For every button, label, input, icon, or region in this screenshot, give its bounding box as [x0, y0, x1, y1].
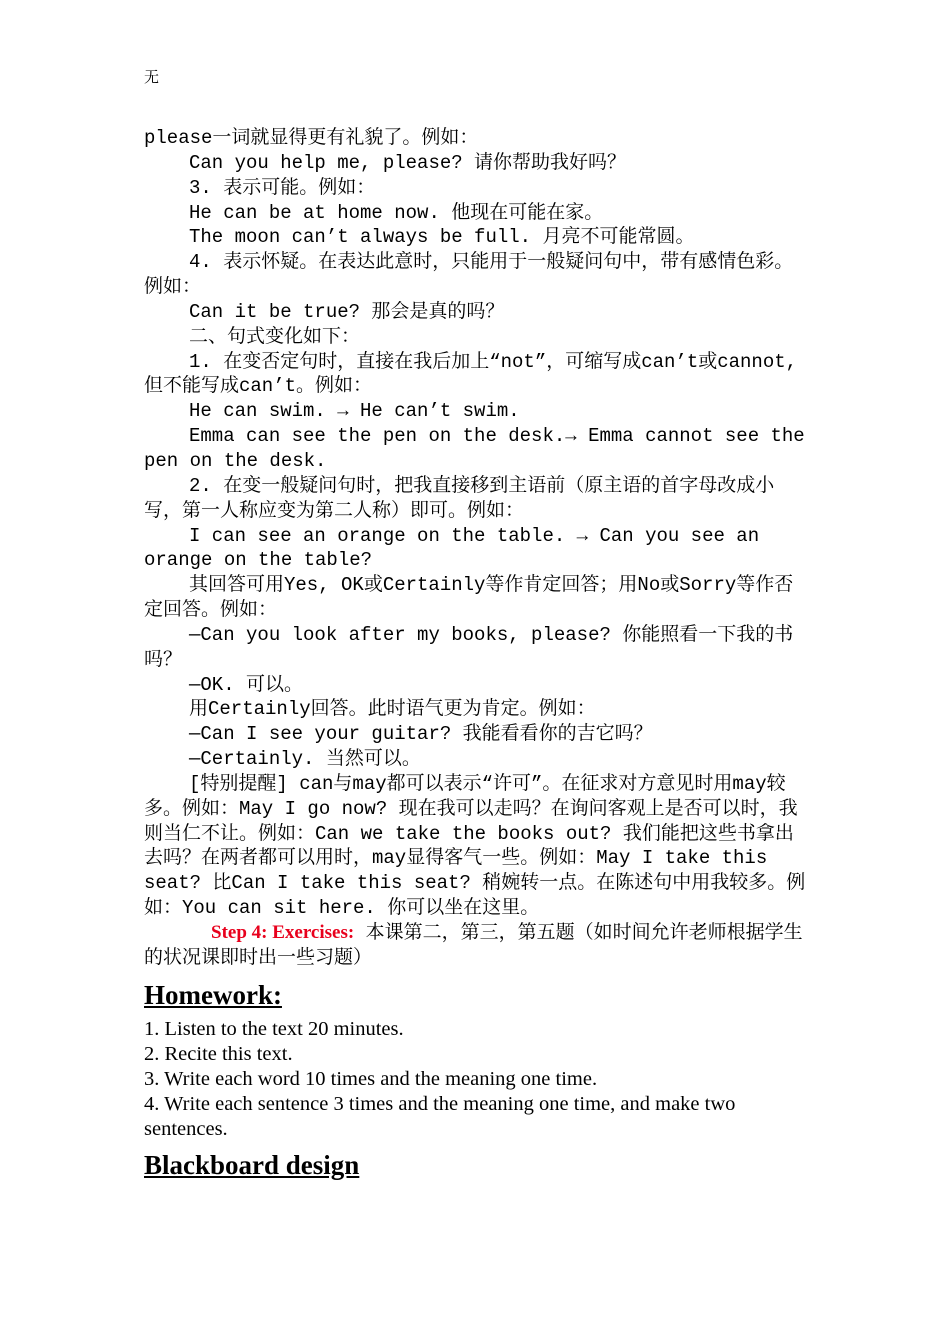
homework-item: 1. Listen to the text 20 minutes. — [144, 1017, 404, 1040]
example-line: —Can I see your guitar? 我能看看你的吉它吗？ — [189, 723, 653, 746]
text-line: 其回答可用Yes, OK或Certainly等作肯定回答；用No或Sorry等作否定回答。例如： — [144, 574, 794, 622]
example-line: I can see an orange on the table. → Can you see an orange on the table? — [144, 524, 760, 572]
example-line: Emma can see the pen on the desk.→ Emma cannot see the pen on the desk. — [144, 425, 805, 472]
example-line: —Certainly. 当然可以。 — [189, 748, 421, 771]
example-line: Can it be true? 那会是真的吗？ — [189, 300, 505, 323]
text-line: 1. 在变否定句时，直接在我后加上“not”，可缩写成can’t或cannot, 但不能写成can’t。例如： — [144, 350, 798, 398]
homework-item: 3. Write each word 10 times and the meaning one time. — [144, 1067, 598, 1090]
text-line: 3. 表示可能。例如： — [189, 176, 376, 199]
example-line: —Can you look after my books, please? 你能照看一下我的书吗？ — [144, 623, 794, 671]
example-line: The moon can’t always be full. 月亮不可能常圆。 — [189, 226, 695, 249]
homework-list — [144, 1017, 808, 1142]
section-heading: 二、句式变化如下： — [189, 325, 361, 348]
text-line: 用Certainly回答。此时语气更为肯定。例如： — [189, 698, 596, 721]
example-line: He can swim. → He can’t swim. — [189, 400, 520, 423]
text-line: 2. 在变一般疑问句时，把我直接移到主语前（原主语的首字母改成小写，第一人称应变为第二人称）即可。例如： — [144, 474, 775, 522]
blackboard-heading: Blackboard design — [144, 1149, 360, 1180]
homework-heading: Homework: — [144, 979, 282, 1010]
document-body — [144, 126, 808, 1181]
step4-label: Step 4: Exercises: — [211, 922, 355, 943]
step4-text: 本课第二，第三，第五题（如时间允许老师根据学生的状况课即时出一些习题） — [144, 922, 803, 969]
example-line: Can you help me, please? 请你帮助我好吗？ — [189, 151, 627, 174]
grammar-section — [144, 126, 808, 971]
example-line: —OK. 可以。 — [189, 673, 304, 696]
homework-item: 4. Write each sentence 3 times and the meaning one time, and make two sentences. — [144, 1092, 736, 1140]
special-reminder: [特别提醒] can与may都可以表示“许可”。在征求对方意见时用may较多。例如：May I go now? 现在我可以走吗？在询问客观上是否可以时，我则当仁不让。例如：Can we take the books out? 我们能把这些书拿出去吗？在两者都可以用时，may显得客气一些。例如：May I take this seat? 比Can I take this seat? 稍婉转一点。在陈述句中用我较多。例如：You can sit here. 你可以坐在这里。 — [144, 772, 806, 920]
text-line: 4. 表示怀疑。在表达此意时，只能用于一般疑问句中，带有感情色彩。例如： — [144, 251, 794, 299]
example-line: He can be at home now. 他现在可能在家。 — [189, 201, 604, 224]
page-header: 无 — [144, 68, 160, 86]
homework-item: 2. Recite this text. — [144, 1042, 293, 1065]
text-line: please一词就显得更有礼貌了。例如： — [144, 127, 479, 149]
step4-line — [144, 921, 808, 971]
